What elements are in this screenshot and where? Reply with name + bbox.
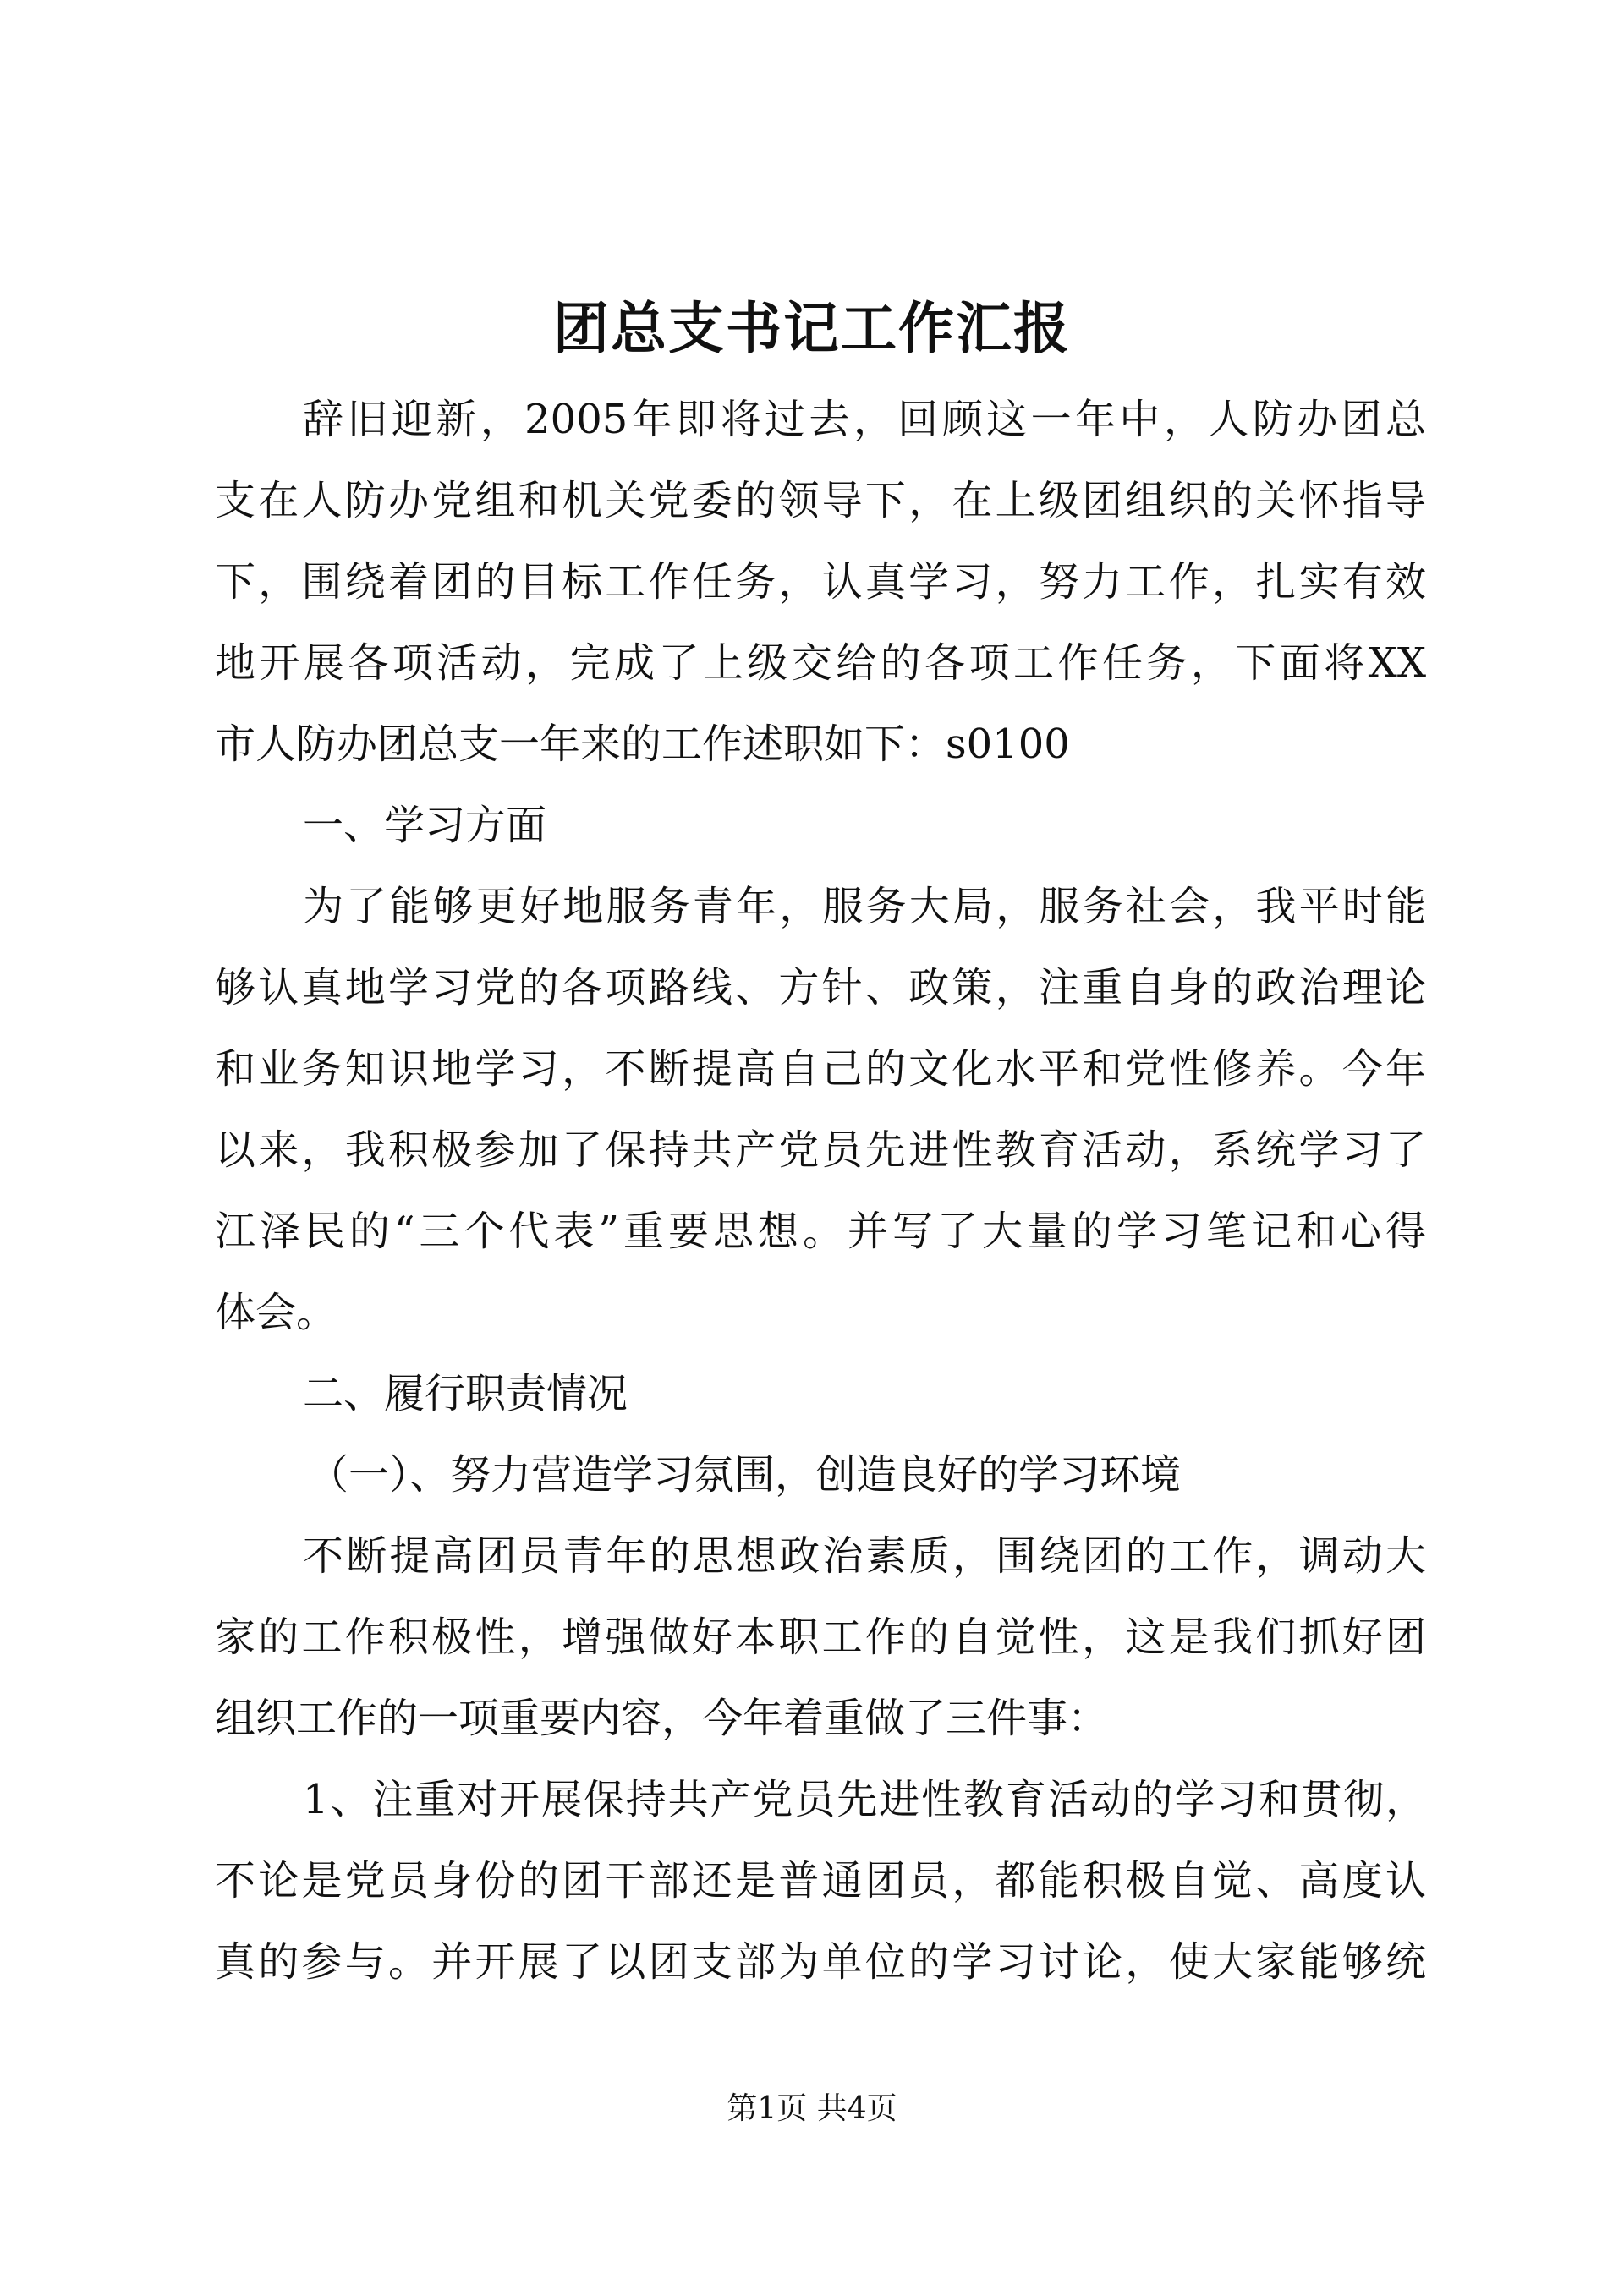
- page-footer: 第1页 共4页: [727, 2091, 897, 2126]
- document-title: 团总支书记工作汇报: [553, 295, 1071, 361]
- paragraph-line: 不论是党员身份的团干部还是普通团员，都能积极自觉、高度认: [215, 1857, 1426, 1904]
- paragraph-line: 和业务知识地学习，不断提高自己的文化水平和党性修养。今年: [215, 1045, 1426, 1093]
- paragraph-line: 够认真地学习党的各项路线、方针、政策，注重自身的政治理论: [215, 964, 1426, 1011]
- paragraph-line: 江泽民的“三个代表”重要思想。并写了大量的学习笔记和心得: [215, 1208, 1426, 1255]
- paragraph-line: 以来，我积极参加了保持共产党员先进性教育活动，系统学习了: [215, 1126, 1426, 1174]
- document-body: [215, 379, 1426, 2003]
- paragraph-line: 组织工作的一项重要内容，今年着重做了三件事：: [215, 1695, 1109, 1742]
- paragraph-line: 真的参与。并开展了以团支部为单位的学习讨论，使大家能够统: [215, 1938, 1426, 1986]
- paragraph-line: 不断提高团员青年的思想政治素质，围绕团的工作，调动大: [303, 1532, 1426, 1580]
- paragraph-line: 为了能够更好地服务青年，服务大局，服务社会，我平时能: [303, 883, 1426, 930]
- subsection-heading: （一）、努力营造学习氛围，创造良好的学习环境: [308, 1451, 1182, 1499]
- paragraph-line: 市人防办团总支一年来的工作述职如下：s0100: [215, 721, 1070, 768]
- paragraph-line: 家的工作积极性，增强做好本职工作的自觉性，这是我们抓好团: [215, 1614, 1426, 1661]
- paragraph-line: 体会。: [215, 1289, 337, 1336]
- paragraph-line: 下，围绕着团的目标工作任务，认真学习，努力工作，扎实有效: [215, 558, 1426, 606]
- paragraph-line: 1、注重对开展保持共产党员先进性教育活动的学习和贯彻，: [303, 1776, 1426, 1823]
- paragraph-line: 地开展各项活动，完成了上级交给的各项工作任务，下面将XX: [215, 639, 1426, 687]
- paragraph-line: 支在人防办党组和机关党委的领导下，在上级团组织的关怀指导: [215, 477, 1426, 524]
- section-heading: 一、学习方面: [303, 802, 547, 849]
- section-heading: 二、履行职责情况: [303, 1370, 628, 1417]
- paragraph-line: 辞旧迎新，2005年即将过去，回顾这一年中，人防办团总: [303, 396, 1426, 443]
